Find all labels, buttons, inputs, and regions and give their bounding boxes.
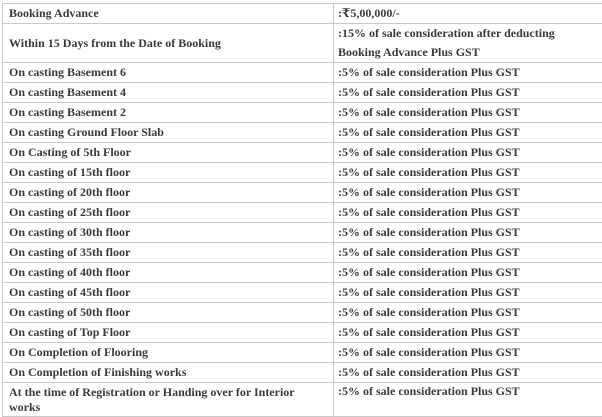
- payment-cell: :5% of sale consideration Plus GST: [334, 243, 602, 263]
- payment-cell: :5% of sale consideration Plus GST: [334, 103, 602, 123]
- table-row: [3, 24, 602, 63]
- stage-cell: On casting of 15th floor: [3, 163, 334, 183]
- stage-cell: On casting Basement 4: [3, 83, 334, 103]
- payment-line: Booking Advance Plus GST: [338, 43, 600, 62]
- table-row: [3, 163, 602, 183]
- stage-cell: Within 15 Days from the Date of Booking: [3, 24, 334, 63]
- table-row: [3, 223, 602, 243]
- table-row: [3, 363, 602, 383]
- table-row: [3, 143, 602, 163]
- table-row: [3, 283, 602, 303]
- payment-cell: :5% of sale consideration Plus GST: [334, 163, 602, 183]
- table-row: [3, 123, 602, 143]
- table-row: [3, 383, 602, 417]
- table-row: [3, 4, 602, 24]
- payment-cell: :5% of sale consideration Plus GST: [334, 63, 602, 83]
- stage-cell: On casting of 45th floor: [3, 283, 334, 303]
- payment-cell: :5% of sale consideration Plus GST: [334, 143, 602, 163]
- stage-cell: On casting Ground Floor Slab: [3, 123, 334, 143]
- stage-cell: At the time of Registration or Handing over for Interior works: [3, 383, 334, 417]
- payment-cell: :5% of sale consideration Plus GST: [334, 263, 602, 283]
- payment-cell: :5% of sale consideration Plus GST: [334, 203, 602, 223]
- stage-cell: On casting of 35th floor: [3, 243, 334, 263]
- stage-cell: On casting Basement 6: [3, 63, 334, 83]
- table-row: [3, 243, 602, 263]
- payment-line: :15% of sale consideration after deducting: [338, 24, 600, 43]
- stage-cell: Booking Advance: [3, 4, 334, 24]
- table-row: [3, 183, 602, 203]
- payment-cell: :5% of sale consideration Plus GST: [334, 83, 602, 103]
- payment-cell: :5% of sale consideration Plus GST: [334, 303, 602, 323]
- stage-cell: On casting of 50th floor: [3, 303, 334, 323]
- payment-cell: :5% of sale consideration Plus GST: [334, 363, 602, 383]
- stage-cell: On Completion of Flooring: [3, 343, 334, 363]
- table-row: [3, 203, 602, 223]
- stage-cell: On casting of 25th floor: [3, 203, 334, 223]
- payment-cell: :₹5,00,000/-: [334, 4, 602, 24]
- stage-cell: On casting of 20th floor: [3, 183, 334, 203]
- payment-cell: :5% of sale consideration Plus GST: [334, 323, 602, 343]
- payment-cell: :5% of sale consideration Plus GST: [334, 383, 602, 417]
- payment-cell: :5% of sale consideration Plus GST: [334, 343, 602, 363]
- stage-cell: On Completion of Finishing works: [3, 363, 334, 383]
- table-row: [3, 303, 602, 323]
- payment-schedule-table: [2, 3, 602, 417]
- payment-cell: :5% of sale consideration Plus GST: [334, 283, 602, 303]
- stage-cell: On casting of 40th floor: [3, 263, 334, 283]
- table-row: [3, 63, 602, 83]
- table-row: [3, 343, 602, 363]
- stage-cell: On casting of Top Floor: [3, 323, 334, 343]
- payment-cell: :5% of sale consideration Plus GST: [334, 123, 602, 143]
- stage-cell: On casting Basement 2: [3, 103, 334, 123]
- payment-cell: :5% of sale consideration Plus GST: [334, 183, 602, 203]
- table-row: [3, 83, 602, 103]
- payment-cell: [334, 24, 602, 63]
- stage-cell: On casting of 30th floor: [3, 223, 334, 243]
- stage-cell: On Casting of 5th Floor: [3, 143, 334, 163]
- table-row: [3, 263, 602, 283]
- payment-cell: :5% of sale consideration Plus GST: [334, 223, 602, 243]
- table-row: [3, 103, 602, 123]
- table-row: [3, 323, 602, 343]
